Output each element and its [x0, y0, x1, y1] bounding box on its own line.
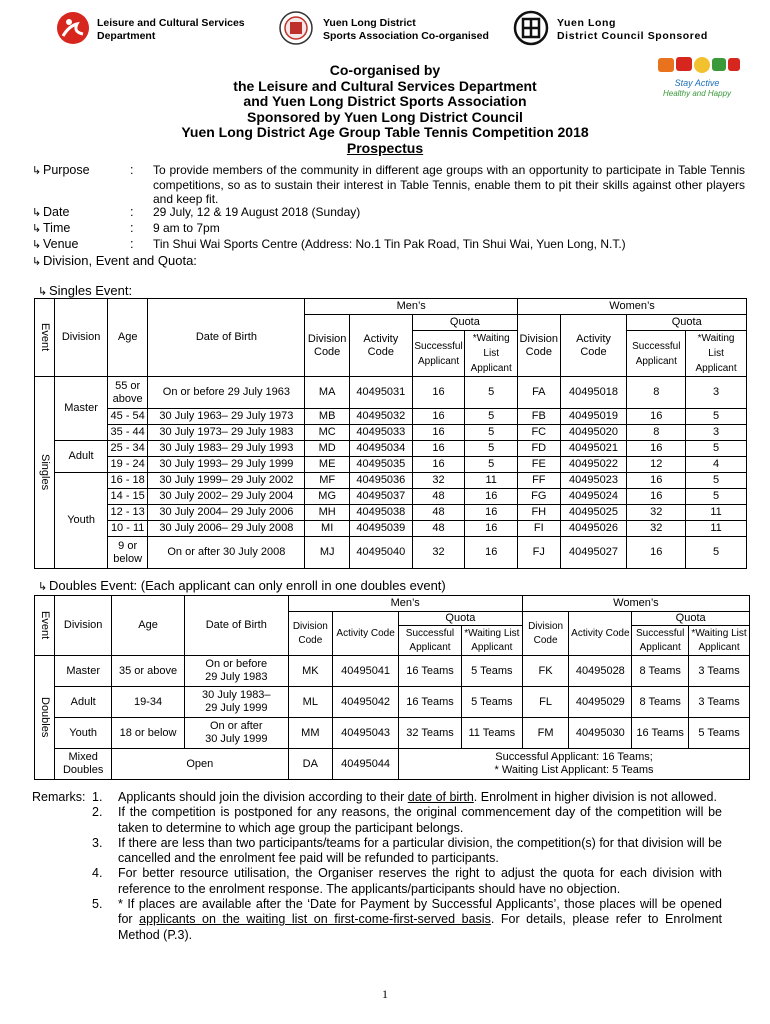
date-label: ↳ Date [32, 205, 70, 219]
mens-division-code-cell: MM [288, 718, 333, 749]
womens-activity-code-cell: 40495025 [560, 505, 627, 521]
remark-number: 1. [92, 790, 103, 804]
mixed-activity-code-cell: 40495044 [333, 749, 399, 780]
mens-division-code-cell: MA [305, 377, 350, 409]
mens-division-code-cell: ME [305, 457, 350, 473]
doubles-heading: ↳ Doubles Event: (Each applicant can only enroll in one doubles event) [38, 578, 446, 593]
womens-activity-code-cell: 40495020 [560, 425, 627, 441]
womens-division-code-cell: FF [518, 473, 561, 489]
womens-activity-code-cell: 40495023 [560, 473, 627, 489]
womens-division-code-cell: FD [518, 441, 561, 457]
womens-waiting-cell: 5 [686, 489, 747, 505]
mens-waiting-cell: 5 [465, 409, 518, 425]
mens-activity-code-cell: 40495040 [349, 537, 412, 569]
arrow-bullet-icon: ↳ [32, 165, 42, 177]
womens-waiting-header: *Waiting List Applicant [686, 331, 747, 377]
womens-successful-cell: 8 [627, 377, 686, 409]
mixed-quota-note: Successful Applicant: 16 Teams; * Waiting List Applicant: 5 Teams [399, 749, 750, 780]
mens-successful-cell: 32 [412, 537, 465, 569]
table-row [35, 521, 747, 537]
event-header: Event [35, 596, 55, 656]
division-cell: Adult [55, 441, 108, 473]
table-row [35, 749, 750, 780]
age-cell: 19-34 [112, 687, 185, 718]
womens-act-code-header: Activity Code [569, 612, 632, 656]
arrow-bullet-icon: ↳ [32, 223, 42, 235]
arrow-bullet-icon: ↳ [38, 286, 48, 298]
mens-successful-cell: 48 [412, 489, 465, 505]
womens-waiting-cell: 3 [686, 425, 747, 441]
division-heading: ↳ Division, Event and Quota: [32, 253, 197, 268]
womens-activity-code-cell: 40495018 [560, 377, 627, 409]
lcsd-name: Leisure and Cultural Services Department [97, 17, 245, 42]
mens-division-code-cell: MG [305, 489, 350, 505]
mens-waiting-cell: 5 [465, 441, 518, 457]
womens-waiting-cell: 5 Teams [689, 718, 750, 749]
womens-successful-cell: 32 [627, 521, 686, 537]
mens-successful-cell: 16 Teams [399, 656, 462, 687]
mens-successful-cell: 16 [412, 425, 465, 441]
womens-activity-code-cell: 40495030 [569, 718, 632, 749]
womens-successful-cell: 16 [627, 537, 686, 569]
table-row [35, 425, 747, 441]
remark-number: 5. [92, 897, 103, 912]
womens-waiting-cell: 3 [686, 377, 747, 409]
mens-waiting-cell: 5 Teams [461, 687, 522, 718]
division-cell: Youth [55, 718, 112, 749]
mens-waiting-cell: 11 Teams [461, 718, 522, 749]
womens-successful-cell: 16 [627, 441, 686, 457]
dob-cell: On or before 29 July 1963 [148, 377, 305, 409]
time-label: ↳ Time [32, 221, 71, 235]
mens-activity-code-cell: 40495035 [349, 457, 412, 473]
mens-division-code-cell: MB [305, 409, 350, 425]
division-header: Division [55, 299, 108, 377]
womens-division-code-cell: FJ [518, 537, 561, 569]
colon: : [130, 237, 134, 251]
mens-act-code-header: Activity Code [349, 315, 412, 377]
age-cell: 10 - 11 [107, 521, 148, 537]
mens-division-code-cell: MI [305, 521, 350, 537]
womens-division-code-cell: FK [522, 656, 569, 687]
remark-underlined: date of birth [407, 790, 474, 804]
remark-underlined: applicants on the waiting list on first-come-first-served basis [139, 912, 491, 927]
mens-successful-cell: 16 Teams [399, 687, 462, 718]
mens-activity-code-cell: 40495038 [349, 505, 412, 521]
womens-waiting-cell: 4 [686, 457, 747, 473]
mens-successful-cell: 48 [412, 505, 465, 521]
mens-header: Men’s [288, 596, 522, 612]
event-singles-cell: Singles [35, 377, 55, 569]
womens-waiting-cell: 5 [686, 473, 747, 489]
venue-value: Tin Shui Wai Sports Centre (Address: No.1 Tin Pak Road, Tin Shui Wai, Yuen Long, N.T.) [153, 237, 626, 251]
womens-header: Women’s [522, 596, 749, 612]
table-row [35, 718, 750, 749]
womens-division-code-cell: FH [518, 505, 561, 521]
mens-activity-code-cell: 40495037 [349, 489, 412, 505]
dob-cell: 30 July 1983– 29 July 1993 [148, 441, 305, 457]
mens-division-code-cell: MK [288, 656, 333, 687]
svg-text:Healthy and Happy: Healthy and Happy [662, 89, 732, 98]
purpose-value: To provide members of the community in different age groups with an opportunity to participate in Table Tennis competitions, so as to sustain their interest in Table Tennis, enable them to pit their skills against other players and keep fit. [153, 163, 745, 206]
dob-cell: 30 July 1993– 29 July 1999 [148, 457, 305, 473]
mens-activity-code-cell: 40495032 [349, 409, 412, 425]
mens-activity-code-cell: 40495036 [349, 473, 412, 489]
mens-activity-code-cell: 40495042 [333, 687, 399, 718]
mens-activity-code-cell: 40495043 [333, 718, 399, 749]
age-cell: 35 - 44 [107, 425, 148, 441]
mens-waiting-cell: 5 [465, 425, 518, 441]
table-row [35, 656, 750, 687]
remark-item: 5. * If places are available after the ‘Date for Payment by Successful Applicants’, those places will be opened for applicants on the waiting list on first-come-first-served basis. For details, please refer to Enrolment Method (P.3). [92, 897, 722, 942]
mens-successful-header: Successful Applicant [399, 626, 462, 656]
womens-waiting-cell: 5 [686, 441, 747, 457]
table-row [35, 377, 747, 409]
table-row [35, 687, 750, 718]
age-cell: 9 or below [107, 537, 148, 569]
document-title: Co-organised by the Leisure and Cultural Services Department and Yuen Long District Sports Association Sponsored by Yuen Long District Council Yuen Long District Age Group Table Tennis Competition 2018 Prospectus [181, 62, 589, 156]
dob-cell: 30 July 2004– 29 July 2006 [148, 505, 305, 521]
womens-activity-code-cell: 40495026 [560, 521, 627, 537]
womens-div-code-header: Division Code [518, 315, 561, 377]
dob-cell: 30 July 1999– 29 July 2002 [148, 473, 305, 489]
remark-item: 4. For better resource utilisation, the Organiser reserves the right to adjust the quota for each division with reference to the enrolment response. The applicants/participants should have no objection. [92, 866, 722, 896]
arrow-bullet-icon: ↳ [32, 256, 42, 268]
division-cell: Youth [55, 473, 108, 569]
mens-activity-code-cell: 40495039 [349, 521, 412, 537]
mens-successful-cell: 16 [412, 441, 465, 457]
yldc-logo-icon [513, 10, 549, 46]
dob-cell: 30 July 2006– 29 July 2008 [148, 521, 305, 537]
age-cell: 16 - 18 [107, 473, 148, 489]
mixed-division-code-cell: DA [288, 749, 333, 780]
womens-division-code-cell: FB [518, 409, 561, 425]
dob-cell: 30 July 1983– 29 July 1999 [185, 687, 288, 718]
colon: : [130, 221, 134, 235]
age-cell: 14 - 15 [107, 489, 148, 505]
open-age-cell: Open [112, 749, 288, 780]
division-cell: Master [55, 377, 108, 441]
arrow-bullet-icon: ↳ [38, 581, 48, 593]
date-value: 29 July, 12 & 19 August 2018 (Sunday) [153, 205, 361, 219]
womens-div-code-header: Division Code [522, 612, 569, 656]
venue-label: ↳ Venue [32, 237, 79, 251]
womens-successful-cell: 12 [627, 457, 686, 473]
womens-division-code-cell: FG [518, 489, 561, 505]
event-header: Event [35, 299, 55, 377]
mens-activity-code-cell: 40495031 [349, 377, 412, 409]
age-cell: 18 or below [112, 718, 185, 749]
womens-division-code-cell: FL [522, 687, 569, 718]
remarks-label: Remarks: [32, 790, 86, 804]
remark-item: 2. If the competition is postponed for any reasons, the original commencement day of the competition will be taken to determine to which age group the participant belongs. [92, 805, 722, 835]
age-cell: 19 - 24 [107, 457, 148, 473]
mens-waiting-cell: 11 [465, 473, 518, 489]
dob-header: Date of Birth [148, 299, 305, 377]
doubles-table [34, 595, 750, 780]
table-row [35, 473, 747, 489]
page-number: 1 [382, 987, 388, 1001]
mens-division-code-cell: MC [305, 425, 350, 441]
womens-division-code-cell: FA [518, 377, 561, 409]
womens-successful-header: Successful Applicant [632, 626, 689, 656]
womens-successful-cell: 8 Teams [632, 687, 689, 718]
ylsa-logo-icon [278, 10, 314, 46]
table-row [35, 441, 747, 457]
mens-waiting-cell: 5 [465, 377, 518, 409]
womens-division-code-cell: FC [518, 425, 561, 441]
age-cell: 25 - 34 [107, 441, 148, 457]
womens-division-code-cell: FM [522, 718, 569, 749]
remarks-section [32, 790, 722, 943]
mens-successful-header: Successful Applicant [412, 331, 465, 377]
dob-cell: 30 July 1963– 29 July 1973 [148, 409, 305, 425]
age-header: Age [107, 299, 148, 377]
mens-waiting-cell: 16 [465, 505, 518, 521]
womens-waiting-cell: 11 [686, 505, 747, 521]
ylsa-name: Yuen Long District Sports Association Co-organised [323, 17, 489, 42]
event-doubles-cell: Doubles [35, 656, 55, 780]
womens-waiting-cell: 11 [686, 521, 747, 537]
womens-activity-code-cell: 40495027 [560, 537, 627, 569]
yldc-name: Yuen Long District Council Sponsored [557, 17, 708, 42]
svg-text:Stay Active: Stay Active [674, 78, 720, 88]
dob-cell: On or after 30 July 2008 [148, 537, 305, 569]
womens-successful-cell: 8 Teams [632, 656, 689, 687]
age-header: Age [112, 596, 185, 656]
mens-waiting-cell: 5 Teams [461, 656, 522, 687]
division-cell: Adult [55, 687, 112, 718]
womens-waiting-cell: 5 [686, 409, 747, 425]
womens-successful-cell: 16 [627, 409, 686, 425]
womens-waiting-cell: 3 Teams [689, 687, 750, 718]
division-cell: Master [55, 656, 112, 687]
dob-cell: 30 July 2002– 29 July 2004 [148, 489, 305, 505]
womens-successful-cell: 16 [627, 489, 686, 505]
mens-successful-cell: 16 [412, 457, 465, 473]
womens-successful-header: Successful Applicant [627, 331, 686, 377]
lcsd-logo-icon [55, 10, 91, 46]
mens-div-code-header: Division Code [305, 315, 350, 377]
womens-activity-code-cell: 40495029 [569, 687, 632, 718]
arrow-bullet-icon: ↳ [32, 239, 42, 251]
remark-item: 3. If there are less than two participants/teams for a particular division, the competition(s) for that division will be cancelled and the enrolment fee paid will be refunded to participants. [92, 835, 722, 866]
colon: : [130, 163, 134, 177]
remark-number: 2. [92, 805, 103, 820]
mens-successful-cell: 32 [412, 473, 465, 489]
arrow-bullet-icon: ↳ [32, 207, 42, 219]
mens-successful-cell: 16 [412, 377, 465, 409]
mens-act-code-header: Activity Code [333, 612, 399, 656]
mens-division-code-cell: MD [305, 441, 350, 457]
mens-division-code-cell: ML [288, 687, 333, 718]
mens-waiting-cell: 5 [465, 457, 518, 473]
mens-division-code-cell: MH [305, 505, 350, 521]
mens-division-code-cell: MF [305, 473, 350, 489]
singles-table [34, 298, 747, 569]
womens-successful-cell: 16 Teams [632, 718, 689, 749]
division-cell: Mixed Doubles [55, 749, 112, 780]
womens-successful-cell: 16 [627, 473, 686, 489]
womens-successful-cell: 8 [627, 425, 686, 441]
womens-waiting-cell: 3 Teams [689, 656, 750, 687]
mens-activity-code-cell: 40495033 [349, 425, 412, 441]
table-row [35, 489, 747, 505]
remark-number: 4. [92, 866, 103, 881]
mens-quota-header: Quota [412, 315, 517, 331]
remark-item: Remarks: 1. Applicants should join the division according to their date of birth. Enrolment in higher division is not allowed. [32, 790, 717, 804]
womens-act-code-header: Activity Code [560, 315, 627, 377]
womens-successful-cell: 32 [627, 505, 686, 521]
age-cell: 35 or above [112, 656, 185, 687]
mens-waiting-cell: 16 [465, 521, 518, 537]
womens-quota-header: Quota [632, 612, 750, 626]
mens-activity-code-cell: 40495041 [333, 656, 399, 687]
table-row [35, 505, 747, 521]
mens-header: Men’s [305, 299, 518, 315]
mens-successful-cell: 16 [412, 409, 465, 425]
age-cell: 45 - 54 [107, 409, 148, 425]
mens-successful-cell: 48 [412, 521, 465, 537]
womens-activity-code-cell: 40495021 [560, 441, 627, 457]
dob-cell: On or before 29 July 1983 [185, 656, 288, 687]
page-header [0, 10, 770, 50]
womens-activity-code-cell: 40495022 [560, 457, 627, 473]
womens-division-code-cell: FE [518, 457, 561, 473]
dob-cell: 30 July 1973– 29 July 1983 [148, 425, 305, 441]
mens-div-code-header: Division Code [288, 612, 333, 656]
mens-waiting-header: *Waiting List Applicant [461, 626, 522, 656]
remark-number: 3. [92, 835, 103, 850]
age-cell: 12 - 13 [107, 505, 148, 521]
singles-heading: ↳ Singles Event: [38, 283, 133, 298]
womens-division-code-cell: FI [518, 521, 561, 537]
mens-successful-cell: 32 Teams [399, 718, 462, 749]
womens-activity-code-cell: 40495019 [560, 409, 627, 425]
table-row [35, 537, 747, 569]
dob-cell: On or after 30 July 1999 [185, 718, 288, 749]
womens-waiting-cell: 5 [686, 537, 747, 569]
time-value: 9 am to 7pm [153, 221, 220, 235]
mens-waiting-cell: 16 [465, 537, 518, 569]
mens-activity-code-cell: 40495034 [349, 441, 412, 457]
mens-waiting-cell: 16 [465, 489, 518, 505]
table-row [35, 457, 747, 473]
purpose-label: ↳ Purpose [32, 163, 90, 177]
stay-active-logo [650, 55, 745, 100]
mens-division-code-cell: MJ [305, 537, 350, 569]
mens-quota-header: Quota [399, 612, 523, 626]
womens-header: Women’s [518, 299, 747, 315]
dob-header: Date of Birth [185, 596, 288, 656]
womens-activity-code-cell: 40495028 [569, 656, 632, 687]
table-row [35, 409, 747, 425]
division-header: Division [55, 596, 112, 656]
womens-waiting-header: *Waiting List Applicant [689, 626, 750, 656]
colon: : [130, 205, 134, 219]
womens-activity-code-cell: 40495024 [560, 489, 627, 505]
womens-quota-header: Quota [627, 315, 747, 331]
mens-waiting-header: *Waiting List Applicant [465, 331, 518, 377]
age-cell: 55 or above [107, 377, 148, 409]
